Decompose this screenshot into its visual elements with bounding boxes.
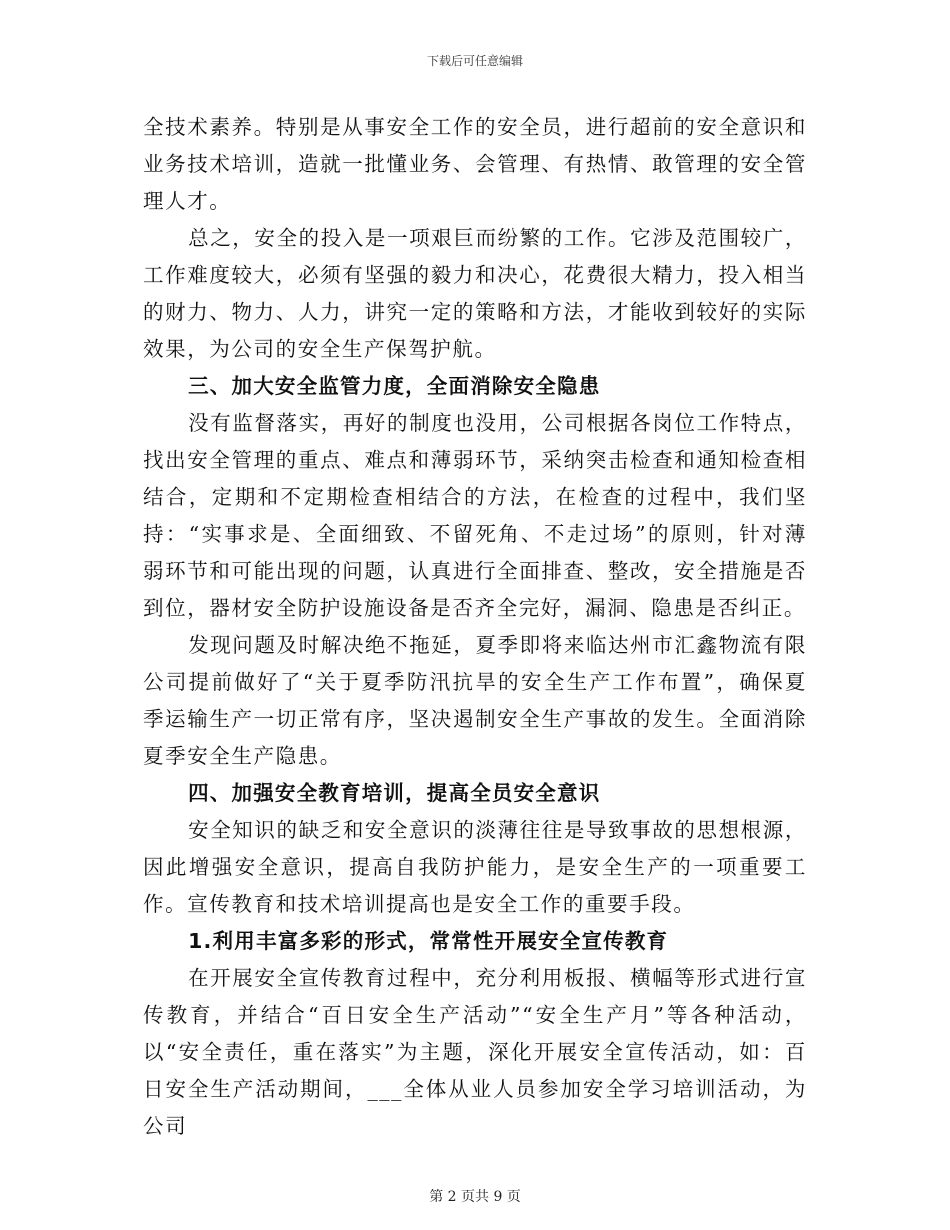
document-body (143, 109, 807, 1145)
paragraph: 发现问题及时解决绝不拖延，夏季即将来临达州市汇鑫物流有限公司提前做好了“关于夏季防汛抗旱的安全生产工作布置”，确保夏季运输生产一切正常有序，坚决遏制安全生产事故的发生。全面消除夏季安全生产隐患。 (143, 633, 807, 768)
page-header: 下载后可任意编辑 (426, 54, 523, 68)
paragraph: 全技术素养。特别是从事安全工作的安全员，进行超前的安全意识和业务技术培训，造就一批懂业务、会管理、有热情、敢管理的安全管理人才。 (143, 115, 807, 213)
subsection-heading: 1.利用丰富多彩的形式，常常性开展安全宣传教育 (188, 929, 669, 953)
paragraph: 没有监督落实，再好的制度也没用，公司根据各岗位工作特点，找出安全管理的重点、难点和薄弱环节，采纳突击检查和通知检查相结合，定期和不定期检查相结合的方法，在检查的过程中，我们坚持：“实事求是、全面细致、不留死角、不走过场”的原则，针对薄弱环节和可能出现的问题，认真进行全面排查、整改，安全措施是否到位，器材安全防护设施设备是否齐全完好，漏洞、隐患是否纠正。 (143, 411, 807, 620)
paragraph: 在开展安全宣传教育过程中，充分利用板报、横幅等形式进行宣传教育，并结合“百日安全生产活动”“安全生产月”等各种活动，以“安全责任，重在落实”为主题，深化开展安全宣传活动，如：百日安全生产活动期间，___全体从业人员参加安全学习培训活动，为公司 (143, 966, 807, 1138)
paragraph: 总之，安全的投入是一项艰巨而纷繁的工作。它涉及范围较广，工作难度较大，必须有坚强的毅力和决心，花费很大精力，投入相当的财力、物力、人力，讲究一定的策略和方法，才能收到较好的实际效果，为公司的安全生产保驾护航。 (143, 226, 807, 361)
page-footer: 第 2 页共 9 页 (429, 1189, 521, 1205)
section-heading: 三、加大安全监管力度，全面消除安全隐患 (188, 374, 601, 398)
paragraph: 安全知识的缺乏和安全意识的淡薄往往是导致事故的思想根源，因此增强安全意识，提高自我防护能力，是安全生产的一项重要工作。宣传教育和技术培训提高也是安全工作的重要手段。 (143, 818, 807, 916)
section-heading: 四、加强安全教育培训，提高全员安全意识 (188, 781, 601, 805)
